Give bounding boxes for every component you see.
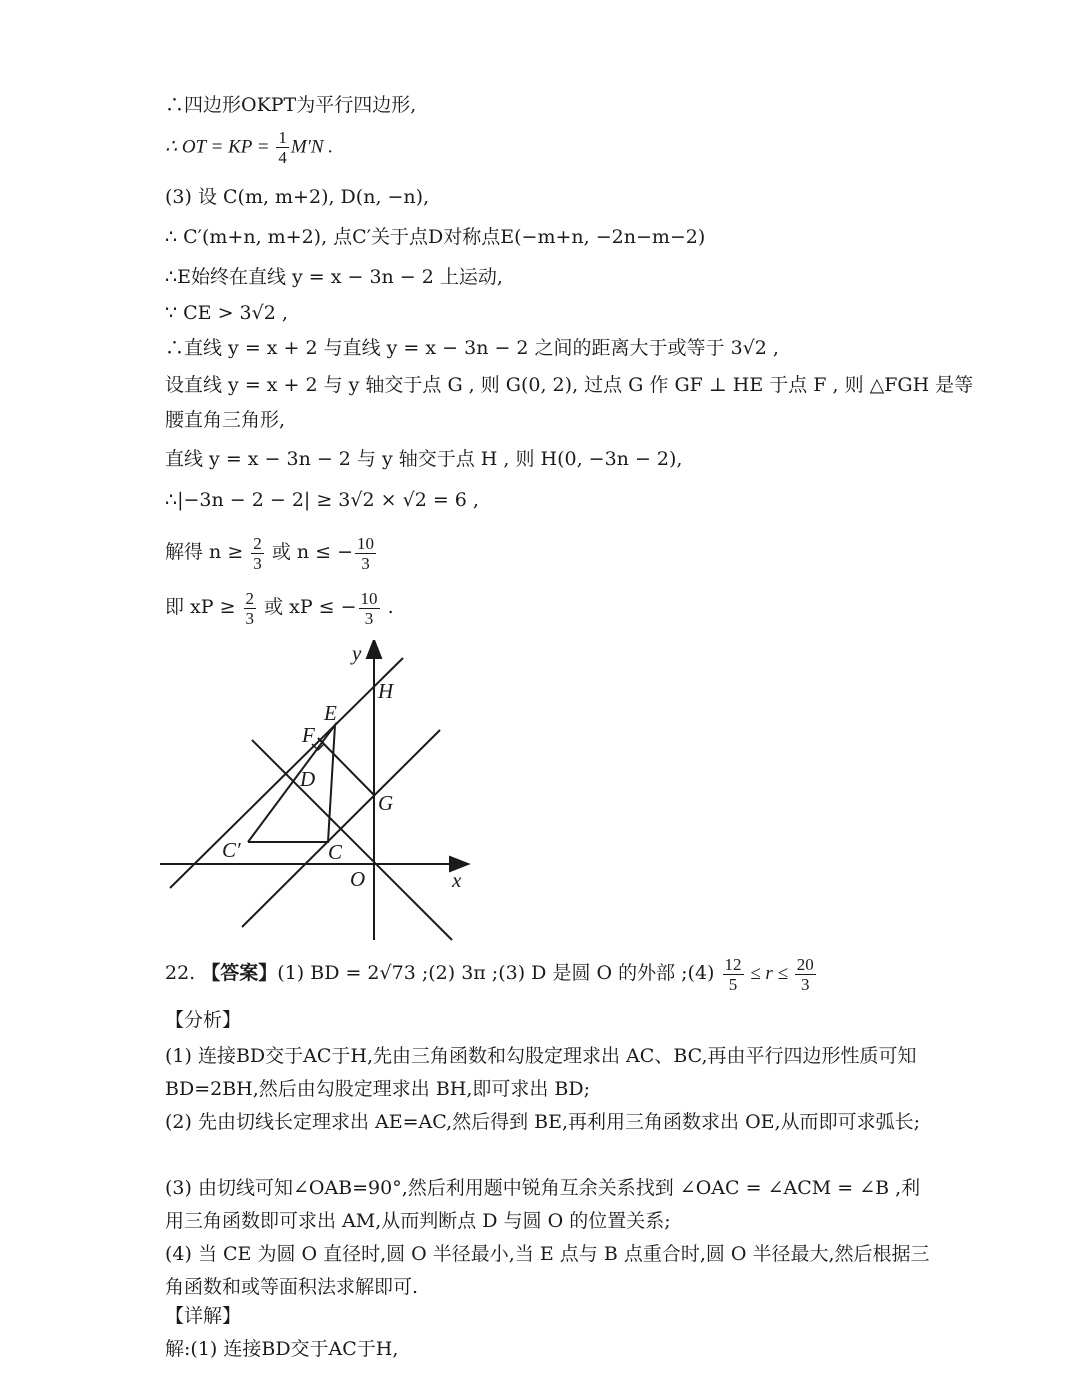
analysis-item-2: (2) 先由切线长定理求出 AE=AC,然后得到 BE,再利用三角函数求出 OE,从而即可求弧长; [165,1111,920,1133]
text-line-8: 设直线 y = x + 2 与 y 轴交于点 G , 则 G(0, 2), 过点 G 作 GF ⊥ HE 于点 F , 则 △FGH 是等 [165,374,974,396]
fraction-two-thirds: $\frac{2}{3}$ [253,533,262,573]
text-line-6: ∵ CE > 3√2 , [165,302,288,324]
text-line-2: ∴ OT = KP = $\frac{1}{4}$ M′N . [165,128,334,167]
segment-FG [318,738,374,795]
label-O: O [350,867,366,891]
fraction-twelve-fifths: $\frac{12}{5}$ [724,954,742,994]
analysis-item-1: (1) 连接BD交于AC于H,先由三角函数和勾股定理求出 AC、BC,再由平行四边形性质可知 BD=2BH,然后由勾股定理求出 BH,即可求出 BD; [165,1045,917,1100]
answer-line: 22. 【答案】(1) BD = 2√73 ;(2) 3π ;(3) D 是圆 O 的外部 ;(4) $\frac{12}{5}$ ≤ r ≤ $\frac{20}{3}$ [165,954,814,994]
text-line-3: (3) 设 C(m, m+2), D(n, −n), [165,186,430,208]
analysis-heading: 【分析】 [165,1009,242,1031]
fraction-ten-thirds-b: $\frac{10}{3}$ [360,588,378,628]
line-anti-diagonal [252,740,452,940]
label-D: D [300,767,316,791]
label-x: x [452,868,462,892]
text-line-4: ∴ C′(m+n, m+2), 点C′关于点D对称点E(−m+n, −2n−m−2) [165,226,706,248]
triangle-c-prime-c-e [248,725,335,842]
text-line-13: 即 xP ≥ $\frac{2}{3}$ 或 xP ≤ − $\frac{10}{3}$ . [165,588,394,628]
label-E: E [324,701,337,725]
line-upper-diagonal [170,658,403,888]
detail-first-line: 解:(1) 连接BD交于AC于H, [165,1338,399,1360]
text-line-11: ∴|−3n − 2 − 2| ≥ 3√2 × √2 = 6 , [165,489,479,511]
label-C-prime: C′ [222,838,241,862]
fraction-one-quarter: $\frac{1}{4}$ [278,128,287,167]
fraction-two-thirds-b: $\frac{2}{3}$ [245,588,255,628]
label-G: G [378,791,394,815]
analysis-item-4: (4) 当 CE 为圆 O 直径时,圆 O 半径最小,当 E 点与 B 点重合时,圆 O 半径最大,然后根据三角函数和或等面积法求解即可. [165,1243,930,1298]
text-line-10: 直线 y = x − 3n − 2 与 y 轴交于点 H , 则 H(0, −3n − 2), [165,448,683,470]
coordinate-figure [160,640,480,945]
text-line-7: ∴直线 y = x + 2 与直线 y = x − 3n − 2 之间的距离大于或等于 3√2 , [165,337,779,359]
detail-heading: 【详解】 [165,1305,242,1327]
analysis-item-3: (3) 由切线可知∠OAB=90°,然后利用题中锐角互余关系找到 ∠OAC = ∠ACM = ∠B ,利用三角函数即可求出 AM,从而判断点 D 与圆 O 的位置关系; [165,1177,921,1232]
text-line-9: 腰直角三角形, [165,409,286,431]
y-axis-arrow [367,640,381,658]
label-y: y [352,641,362,665]
text-line-12: 解得 n ≥ $\frac{2}{3}$ 或 n ≤ − $\frac{10}{3}$ [165,533,375,573]
label-H: H [378,679,394,703]
fraction-ten-thirds: $\frac{10}{3}$ [357,533,375,573]
text-line-5: ∴E始终在直线 y = x − 3n − 2 上运动, [165,266,503,288]
label-C: C [328,840,343,864]
label-F: F [302,723,315,747]
text-line-1: ∴四边形OKPT为平行四边形, [165,94,417,116]
fraction-twenty-thirds: $\frac{20}{3}$ [796,954,814,994]
